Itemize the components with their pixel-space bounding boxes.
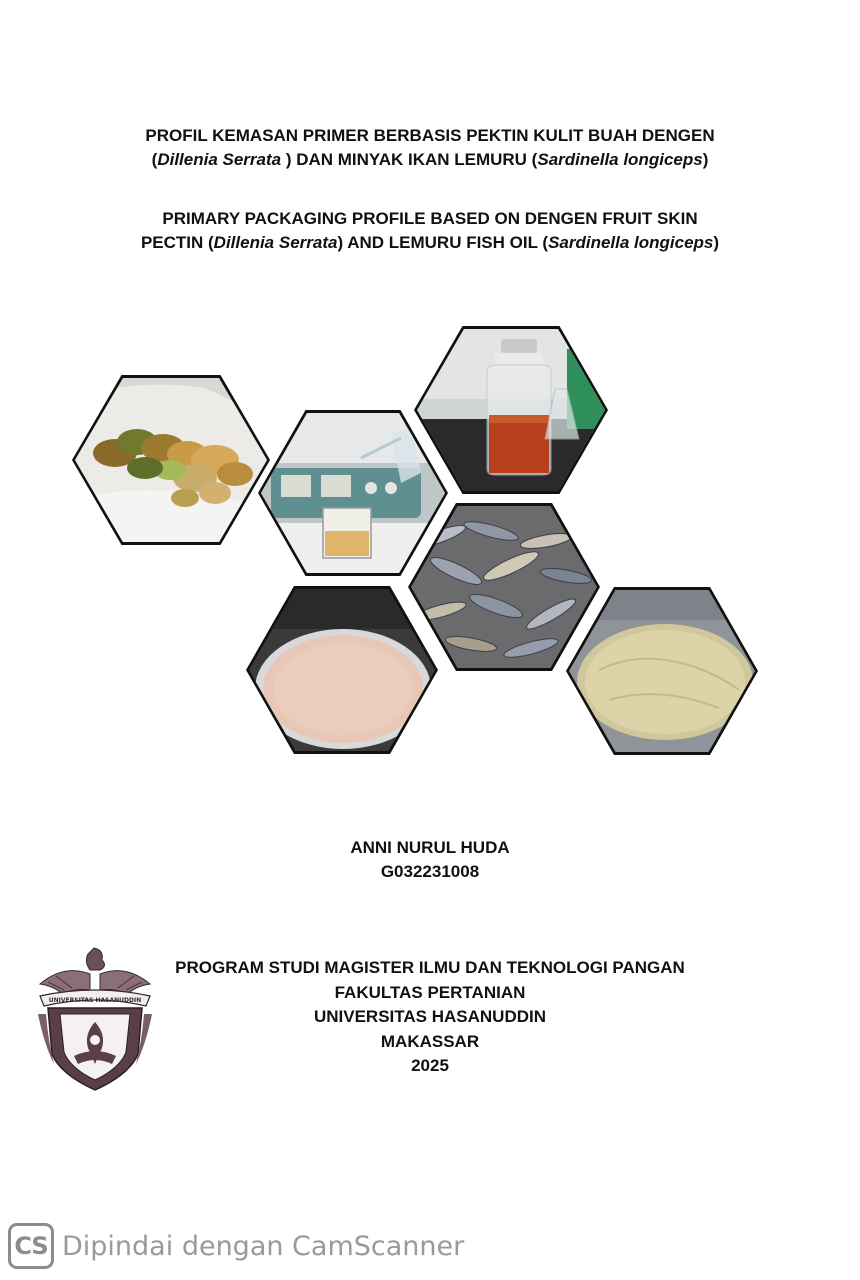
title-text: ( <box>151 150 158 169</box>
title-indonesian-line1: PROFIL KEMASAN PRIMER BERBASIS PEKTIN KULIT BUAH DENGEN <box>145 126 715 145</box>
institution-block <box>150 956 710 1079</box>
title-text: ) <box>713 233 720 252</box>
hasanuddin-emblem-icon <box>34 944 156 1096</box>
title-text: ) AND LEMURU FISH OIL ( <box>337 233 549 252</box>
university-name: UNIVERSITAS HASANUDDIN <box>313 1007 547 1026</box>
logo-ribbon-text: UNIVERSITAS HASANUDDIN <box>48 997 142 1004</box>
dengen-fruit-image <box>75 378 267 542</box>
hex-photo-magnetic-stirrer <box>258 410 448 576</box>
title-text: ) <box>702 150 709 169</box>
publication-year: 2025 <box>411 1056 449 1075</box>
stirrer-image <box>261 413 445 573</box>
camscanner-watermark-text: Dipindai dengan CamScanner <box>62 1230 465 1262</box>
title-text: PECTIN ( <box>140 233 214 252</box>
title-english <box>60 207 800 255</box>
faculty-name: FAKULTAS PERTANIAN <box>334 982 526 1002</box>
student-id: G032231008 <box>380 862 480 881</box>
dried-fish-image <box>411 506 597 668</box>
species-name-sardinella: Sardinella longiceps <box>548 233 714 252</box>
fish-oil-image <box>417 329 605 491</box>
species-name-dillenia: Dillenia Serrata <box>213 233 338 252</box>
hex-photo-dried-lemuru-fish <box>408 503 600 671</box>
title-indonesian-line2 <box>60 148 800 172</box>
title-text: ) DAN MINYAK IKAN LEMURU ( <box>281 150 538 169</box>
title-indonesian <box>60 124 800 172</box>
title-english-line1: PRIMARY PACKAGING PROFILE BASED ON DENGEN FRUIT SKIN <box>162 209 698 228</box>
species-name-dillenia: Dillenia Serrata <box>157 150 282 169</box>
camscanner-watermark <box>8 1222 464 1270</box>
species-name-sardinella: Sardinella longiceps <box>537 150 703 169</box>
city-name: MAKASSAR <box>380 1031 480 1051</box>
study-program: PROGRAM STUDI MAGISTER ILMU DAN TEKNOLOGI PANGAN <box>175 958 685 977</box>
hex-photo-edible-film <box>566 587 758 755</box>
hex-photo-dengen-fruit-slices <box>72 375 270 545</box>
author-name: ANNI NURUL HUDA <box>350 838 510 857</box>
edible-film-image <box>569 590 755 752</box>
title-english-line2 <box>60 231 800 255</box>
camscanner-logo-icon: CS <box>8 1223 54 1269</box>
hex-photo-pectin-powder <box>246 586 438 754</box>
university-logo <box>34 944 156 1096</box>
pectin-powder-image <box>249 589 435 751</box>
author-block <box>230 836 630 884</box>
hex-photo-fish-oil-bottle <box>414 326 608 494</box>
